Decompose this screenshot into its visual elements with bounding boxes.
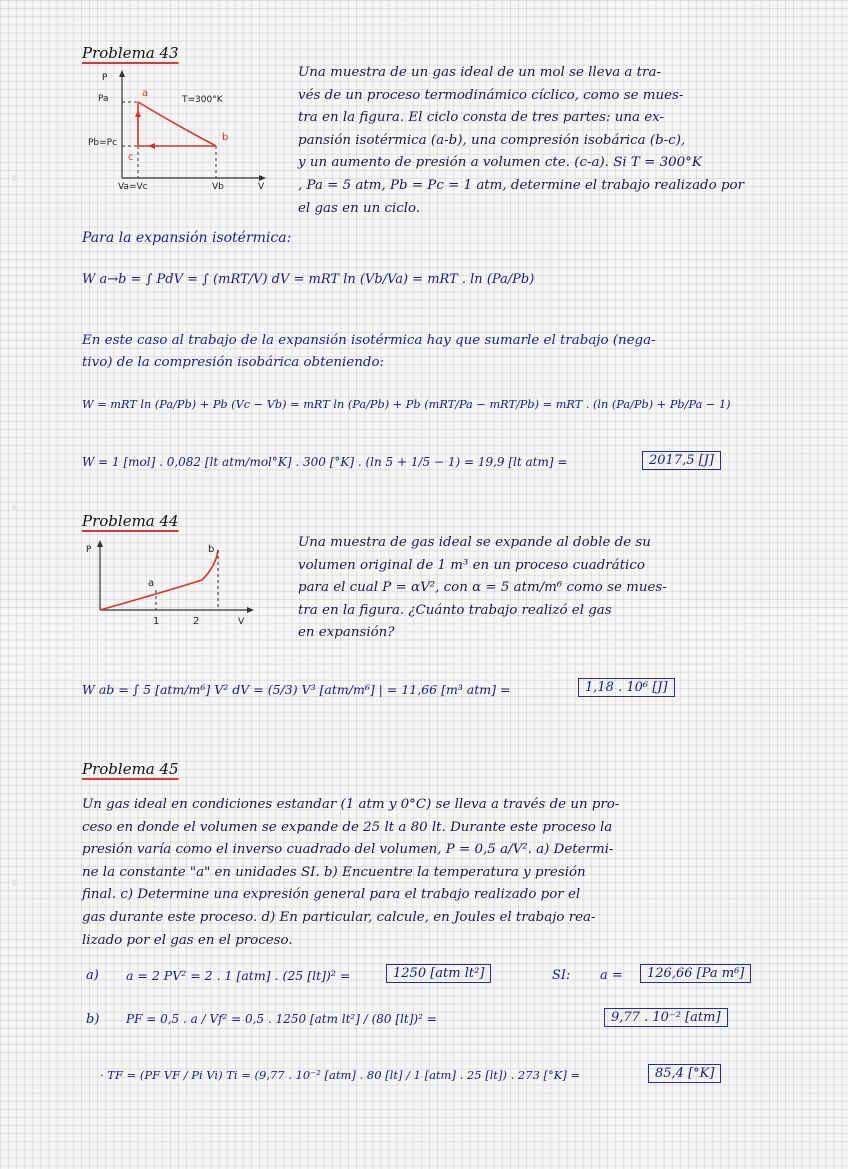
statement-line: tra en la figura. El ciclo consta de tres partes: una ex- xyxy=(298,110,664,126)
part-a-si-answer-box: 126,66 [Pa m⁶] xyxy=(640,964,751,983)
statement-line: en expansión? xyxy=(298,625,395,641)
problem-43-eq-isothermal: W a→b = ∫ PdV = ∫ (mRT/V) dV = mRT ln (Vb/Va) = mRT . ln (Pa/Pb) xyxy=(82,272,535,287)
pb-pc-label: Pb=Pc xyxy=(88,138,118,148)
tick-1-label: 1 xyxy=(153,616,160,627)
part-a-answer-box: 1250 [atm lt²] xyxy=(386,964,491,983)
problem-43-paragraph xyxy=(82,330,782,374)
axis-p-label: P xyxy=(102,73,108,83)
temperature-label: T=300°K xyxy=(182,95,223,105)
statement-line: , Pa = 5 atm, Pb = Pc = 1 atm, determine el trabajo realizado por xyxy=(298,177,744,193)
statement-line: Un gas ideal en condiciones estandar (1 atm y 0°C) se lleva a través de un pro- xyxy=(82,797,620,812)
part-a-label: a) xyxy=(86,968,99,983)
part-a-si-label: SI: xyxy=(552,968,571,983)
problem-43-subtitle: Para la expansión isotérmica: xyxy=(82,230,292,246)
problem-43-title: Problema 43 xyxy=(82,44,179,62)
statement-line: Una muestra de gas ideal se expande al doble de su xyxy=(298,535,651,550)
va-vc-label: Va=Vc xyxy=(118,182,148,190)
binder-hole xyxy=(12,505,18,511)
problem-44-title: Problema 44 xyxy=(82,512,179,530)
statement-line: volumen original de 1 m³ en un proceso cuadrático xyxy=(298,557,645,573)
problem-44-pv-diagram xyxy=(84,538,260,632)
problem-45-title: Problema 45 xyxy=(82,760,179,778)
part-a-equation: a = 2 PV² = 2 . 1 [atm] . (25 [lt])² = xyxy=(126,968,351,983)
problem-43-answer-box: 2017,5 [J] xyxy=(642,451,721,470)
statement-line: Una muestra de un gas ideal de un mol se lleva a tra- xyxy=(298,65,661,80)
problem-44-answer-box: 1,18 . 10⁶ [J] xyxy=(578,678,675,697)
statement-line: y un aumento de presión a volumen cte. (c-a). Si T = 300°K xyxy=(298,155,702,171)
point-b-label: b xyxy=(222,132,229,143)
paragraph-line: En este caso al trabajo de la expansión isotérmica hay que sumarle el trabajo (nega- xyxy=(82,333,656,348)
statement-line: vés de un proceso termodinámico cíclico, como se mues- xyxy=(298,87,684,103)
part-b-label: b) xyxy=(86,1012,100,1027)
problem-43-eq-total-work: W = mRT ln (Pa/Pb) + Pb (Vc − Vb) = mRT ln (Pa/Pb) + Pb (mRT/Pa − mRT/Pb) = mRT . (ln (Pa/Pb) + Pb/Pa − 1) xyxy=(82,398,731,411)
part-b-temperature-answer-box: 85,4 [°K] xyxy=(648,1064,721,1083)
part-b-temperature-equation: · TF = (PF VF / Pi Vi) Ti = (9,77 . 10⁻² [atm] . 80 [lt] / 1 [atm] . 25 [lt]) . 273 [°K] = xyxy=(100,1068,581,1082)
binder-hole xyxy=(12,175,18,181)
point-c-label: c xyxy=(128,152,134,163)
point-a-label: a xyxy=(142,88,149,99)
statement-line: pansión isotérmica (a-b), una compresión isobárica (b-c), xyxy=(298,132,686,148)
statement-line: final. c) Determine una expresión general para el trabajo realizado por el xyxy=(82,887,581,903)
paragraph-line: tivo) de la compresión isobárica obteniendo: xyxy=(82,355,385,370)
part-a-si-eq: a = xyxy=(600,968,623,983)
statement-line: el gas en un ciclo. xyxy=(298,200,421,216)
problem-43-pv-diagram xyxy=(86,66,282,190)
statement-line: ceso en donde el volumen se expande de 25 lt a 80 lt. Durante este proceso la xyxy=(82,819,613,835)
part-b-equation: PF = 0,5 . a / Vf² = 0,5 . 1250 [atm lt²] / (80 [lt])² = xyxy=(126,1012,437,1026)
problem-43-statement xyxy=(298,62,798,220)
statement-line: gas durante este proceso. d) En particular, calcule, en Joules el trabajo rea- xyxy=(82,909,596,925)
problem-45-statement xyxy=(82,794,782,952)
tick-2-label: 2 xyxy=(193,616,200,627)
statement-line: presión varía como el inverso cuadrado del volumen, P = 0,5 a/V². a) Determi- xyxy=(82,842,614,858)
part-b-answer-box: 9,77 . 10⁻² [atm] xyxy=(604,1008,728,1027)
problem-44-statement xyxy=(298,532,798,645)
statement-line: para el cual P = αV², con α = 5 atm/m⁶ como se mues- xyxy=(298,580,667,596)
statement-line: ne la constante "a" en unidades SI. b) Encuentre la temperatura y presión xyxy=(82,864,586,880)
point-a-label: a xyxy=(148,578,155,589)
axis-v-label: V xyxy=(238,617,245,627)
problem-43-eq-numeric: W = 1 [mol] . 0,082 [lt atm/mol°K] . 300 [°K] . (ln 5 + 1/5 − 1) = 19,9 [lt atm] = xyxy=(82,455,568,469)
binder-hole xyxy=(12,880,18,886)
problem-44-eq-work: W ab = ∫ 5 [atm/m⁶] V² dV = (5/3) V³ [atm/m⁶] | = 11,66 [m³ atm] = xyxy=(82,682,511,697)
statement-line: tra en la figura. ¿Cuánto trabajo realizó el gas xyxy=(298,602,612,618)
axis-v-label: V xyxy=(258,182,265,190)
axis-p-label: P xyxy=(86,545,92,555)
statement-line: lizado por el gas en el proceso. xyxy=(82,932,293,948)
pa-label: Pa xyxy=(98,94,109,104)
point-b-label: b xyxy=(208,544,215,555)
vb-label: Vb xyxy=(212,182,224,190)
